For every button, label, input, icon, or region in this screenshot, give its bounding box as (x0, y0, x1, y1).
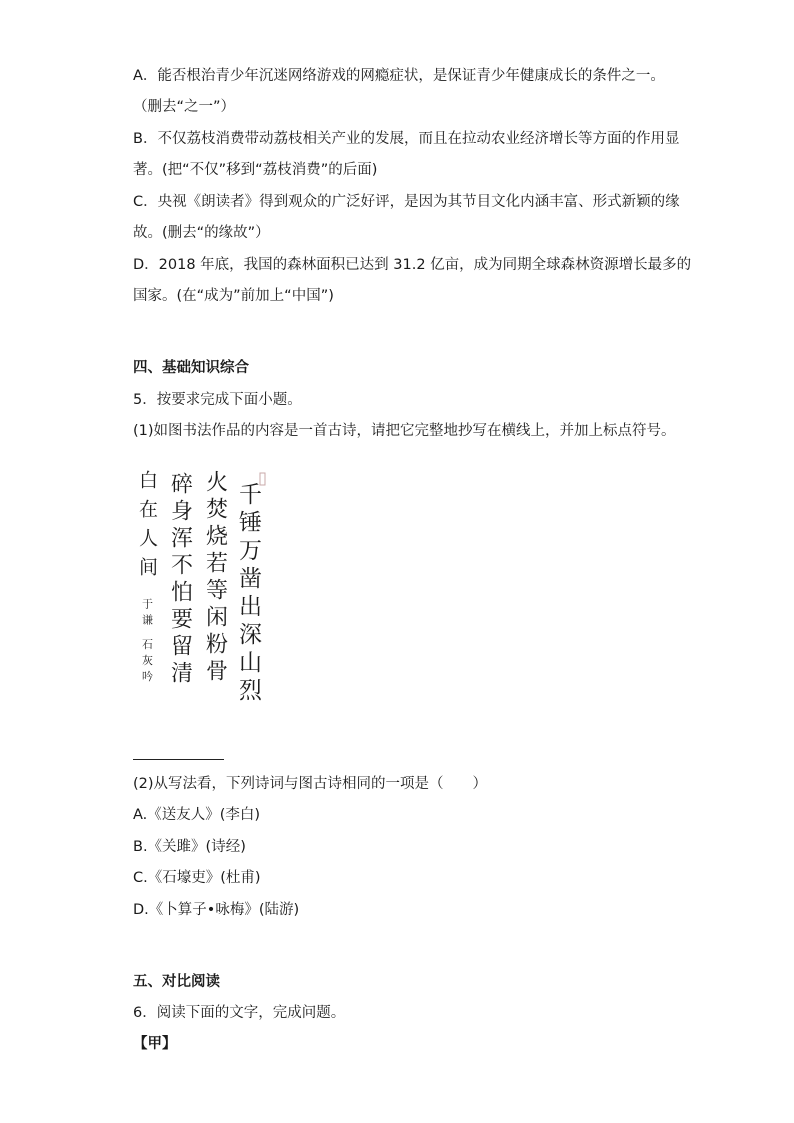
q4-option-c-line2: 故。(删去“的缘故”） (133, 225, 270, 241)
question-6: 6．阅读下面的文字，完成问题。 (133, 1005, 346, 1021)
q5-option-b: B.《关雎》(诗经) (133, 839, 246, 855)
passage-jia-label: 【甲】 (133, 1036, 177, 1052)
q5-option-c: C.《石壕吏》(杜甫) (133, 870, 261, 886)
section4-heading: 四、基础知识综合 (133, 360, 249, 376)
calligraphy-column-3: 碎身浑不怕要留清 (167, 472, 193, 688)
section5-heading: 五、对比阅读 (133, 974, 220, 990)
question-5-part2: (2)从写法看，下列诗词与图古诗相同的一项是（ ） (133, 776, 488, 792)
answer-blank-line (133, 759, 224, 760)
q4-option-a-line2: （删去“之一”） (133, 99, 236, 115)
q4-option-c-line1: C．央视《朗读者》得到观众的广泛好评，是因为其节目文化内涵丰富、形式新颖的缘 (133, 194, 680, 210)
calligraphy-signature: 于谦 石灰吟 (140, 598, 154, 687)
q4-option-b-line1: B．不仅荔枝消费带动荔枝相关产业的发展，而且在拉动农业经济增长等方面的作用显 (133, 131, 680, 147)
question-5-part1: (1)如图书法作品的内容是一首古诗，请把它完整地抄写在横线上，并加上标点符号。 (133, 423, 676, 439)
q5-option-d: D.《卜算子•咏梅》(陆游) (133, 902, 300, 918)
q4-option-b-line2: 著。(把“不仅”移到“荔枝消费”的后面) (133, 162, 378, 178)
calligraphy-column-2: 火焚烧若等闲粉骨 (202, 470, 228, 686)
calligraphy-column-4: 白在人间 (136, 470, 158, 586)
calligraphy-artwork (133, 458, 268, 720)
q5-option-a: A.《送友人》(李白) (133, 807, 261, 823)
q4-option-d-line2: 国家。(在“成为”前加上“中国”) (133, 288, 334, 304)
calligraphy-column-1: 千锤万凿出深山烈 (235, 482, 261, 706)
q4-option-d-line1: D．2018 年底，我国的森林面积已达到 31.2 亿亩，成为同期全球森林资源增长最多的 (133, 257, 692, 273)
question-5: 5．按要求完成下面小题。 (133, 392, 302, 408)
q4-option-a-line1: A．能否根治青少年沉迷网络游戏的网瘾症状，是保证青少年健康成长的条件之一。 (133, 68, 665, 84)
